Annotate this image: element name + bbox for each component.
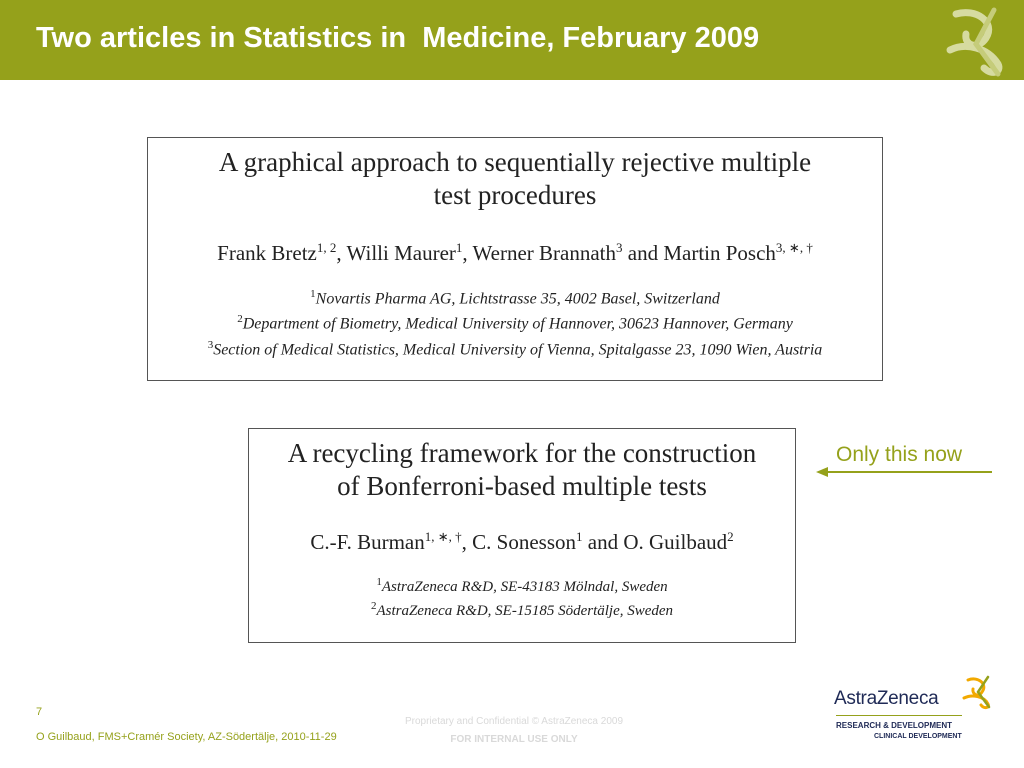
- affiliation-text: Novartis Pharma AG, Lichtstrasse 35, 4002 Basel, Switzerland: [315, 290, 720, 308]
- affiliation-text: AstraZeneca R&D, SE-15185 Södertälje, Sweden: [376, 603, 674, 619]
- logo-brand-name: AstraZeneca: [834, 688, 939, 709]
- author-name: Willi Maurer: [346, 241, 456, 265]
- affiliation-line: [148, 335, 882, 360]
- astrazeneca-watermark-icon: [936, 4, 1016, 80]
- affiliation-line: [249, 597, 795, 621]
- author-affiliation-marker: 1, ∗, †: [424, 529, 462, 544]
- author-affiliation-marker: 1: [455, 240, 463, 255]
- affiliation-text: Department of Biometry, Medical University of Hannover, 30623 Hannover, Germany: [242, 315, 793, 333]
- logo-clinical-development: CLINICAL DEVELOPMENT: [874, 733, 962, 740]
- article-title: A graphical approach to sequentially rejective multiple test procedures: [218, 147, 812, 210]
- author-affiliation-marker: 3, ∗, †: [775, 240, 813, 255]
- author-separator: ,: [462, 241, 473, 265]
- confidential-notice: Proprietary and Confidential © AstraZeneca 2009: [404, 716, 624, 727]
- author-name: O. Guilbaud: [623, 530, 728, 554]
- author-name: C. Sonesson: [472, 530, 576, 554]
- article-affiliations: [148, 284, 882, 360]
- article-authors: [249, 529, 795, 555]
- author-name: C.-F. Burman: [310, 530, 425, 554]
- affiliation-number: 3: [207, 338, 214, 351]
- author-name: Werner Brannath: [472, 241, 617, 265]
- affiliation-text: AstraZeneca R&D, SE-43183 Mölndal, Sweden: [381, 579, 668, 595]
- astrazeneca-symbol-icon: [960, 674, 994, 710]
- slide-title: Two articles in Statistics in Medicine, February 2009: [36, 22, 760, 54]
- affiliation-number: 1: [310, 288, 316, 300]
- article-title: A recycling framework for the construction of Bonferroni-based multiple tests: [287, 438, 757, 501]
- author-name: Martin Posch: [663, 241, 776, 265]
- affiliation-number: 2: [237, 313, 243, 326]
- author-affiliation-marker: 3: [616, 240, 623, 255]
- left-arrow-icon: [816, 464, 992, 480]
- author-affiliation-marker: 2: [727, 529, 734, 544]
- article-graphical-approach: [147, 137, 883, 381]
- article-affiliations: [249, 573, 795, 621]
- affiliation-line: [249, 573, 795, 597]
- page-number: 7: [36, 706, 43, 718]
- only-this-now-note: Only this now: [836, 443, 963, 466]
- astrazeneca-logo: [834, 674, 994, 746]
- logo-research-development: RESEARCH & DEVELOPMENT: [836, 721, 953, 730]
- affiliation-text: Section of Medical Statistics, Medical University of Vienna, Spitalgasse 23, 1090 Wien, Austria: [213, 340, 823, 358]
- author-separator: and: [582, 530, 624, 554]
- internal-use-notice: FOR INTERNAL USE ONLY: [450, 734, 578, 745]
- author-affiliation-marker: 1, 2: [316, 240, 337, 255]
- affiliation-number: 2: [370, 600, 377, 612]
- affiliation-number: 1: [376, 576, 382, 588]
- article-recycling-framework: [248, 428, 796, 643]
- affiliation-line: [148, 309, 882, 334]
- logo-divider: [836, 715, 962, 716]
- author-name: Frank Bretz: [217, 241, 317, 265]
- slide-header: [0, 0, 1024, 80]
- article-authors: [148, 240, 882, 266]
- author-separator: ,: [461, 530, 473, 554]
- affiliation-line: [148, 284, 882, 309]
- author-separator: ,: [336, 241, 347, 265]
- footer-author-line: O Guilbaud, FMS+Cramér Society, AZ-Södertälje, 2010-11-29: [36, 731, 337, 743]
- author-affiliation-marker: 1: [576, 529, 583, 544]
- author-separator: and: [622, 241, 664, 265]
